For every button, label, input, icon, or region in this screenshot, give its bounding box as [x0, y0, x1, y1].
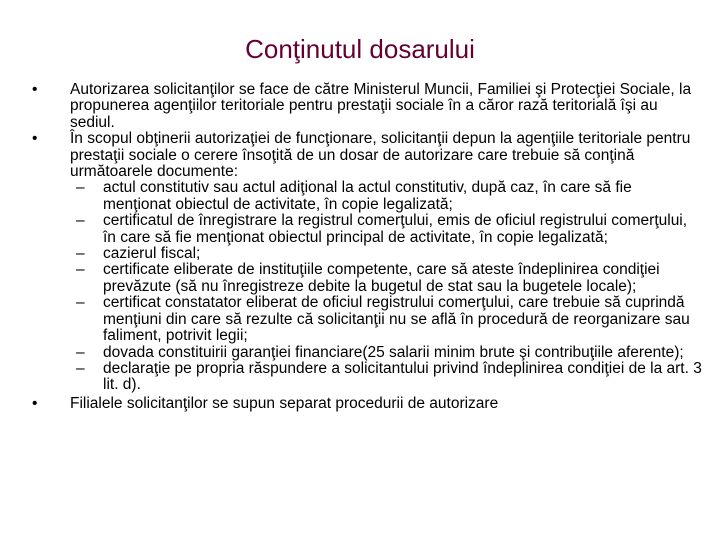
bullet-item — [30, 82, 702, 131]
slide-body — [30, 82, 702, 412]
document-list-item — [30, 213, 702, 246]
dash-marker: – — [76, 245, 85, 263]
document-list-item — [30, 345, 702, 361]
slide-title: Conţinutul dosarului — [245, 34, 475, 64]
document-list-item — [30, 295, 702, 344]
bullet-text: Autorizarea solicitanţilor se face de către Ministerul Muncii, Familiei şi Protecţiei Sociale, la propunerea agenţiilor teritoriale pentru prestaţii sociale în a căror rază teritorială îşi au sediul. — [70, 81, 692, 131]
dash-marker: – — [76, 343, 85, 361]
document-list — [30, 180, 702, 393]
bullet-text: În scopul obţinerii autorizaţiei de funcţionare, solicitanţii depun la agenţiile teritoriale pentru prestaţii sociale o cerere însoţită de un dosar de autorizare care trebuie să conţină următoarele documente: — [70, 130, 691, 181]
document-list-item — [30, 262, 702, 295]
document-list-text: actul constitutiv sau actul adiţional la actul constitutiv, după caz, în care să fie menţionat obiectul de activitate, în copie legalizată; — [103, 179, 632, 213]
bullet-text: Filialele solicitanţilor se supun separat procedurii de autorizare — [70, 394, 499, 412]
document-list-item — [30, 361, 702, 394]
bullet-marker: • — [32, 394, 38, 412]
bullet-item — [30, 396, 702, 412]
document-list-text: certificate eliberate de instituţiile competente, care să ateste îndeplinirea condiţiei prevăzute (să nu înregistreze debite la bugetul de stat sau la bugetele locale); — [103, 261, 660, 295]
bullet-marker: • — [32, 81, 38, 98]
document-list-text: certificat constatator eliberat de oficiul registrului comerţului, care trebuie să cuprindă menţiuni din care să rezulte că solicitanţii nu se află în procedură de reorganizare sau faliment, potrivit legii; — [103, 294, 690, 345]
bullet-item — [30, 131, 702, 180]
document-list-item — [30, 246, 702, 262]
document-list-text: dovada constituirii garanţiei financiare(25 salarii minim brute şi contribuţiile aferente); — [103, 343, 684, 361]
dash-marker: – — [76, 212, 85, 230]
document-list-text: certificatul de înregistrare la registrul comerţului, emis de oficiul registrului comerţului, în care să fie menţionat obiectul principal de activitate, în copie legalizată; — [103, 212, 688, 246]
document-list-text: declaraţie pe propria răspundere a solicitantului privind îndeplinirea condiţiei de la art. 3 lit. d). — [103, 359, 702, 394]
dash-marker: – — [76, 179, 85, 197]
bullet-marker: • — [32, 130, 38, 148]
dash-marker: – — [76, 294, 85, 312]
dash-marker: – — [76, 359, 85, 377]
document-list-text: cazierul fiscal; — [103, 245, 201, 263]
dash-marker: – — [76, 261, 85, 279]
document-list-item — [30, 180, 702, 213]
